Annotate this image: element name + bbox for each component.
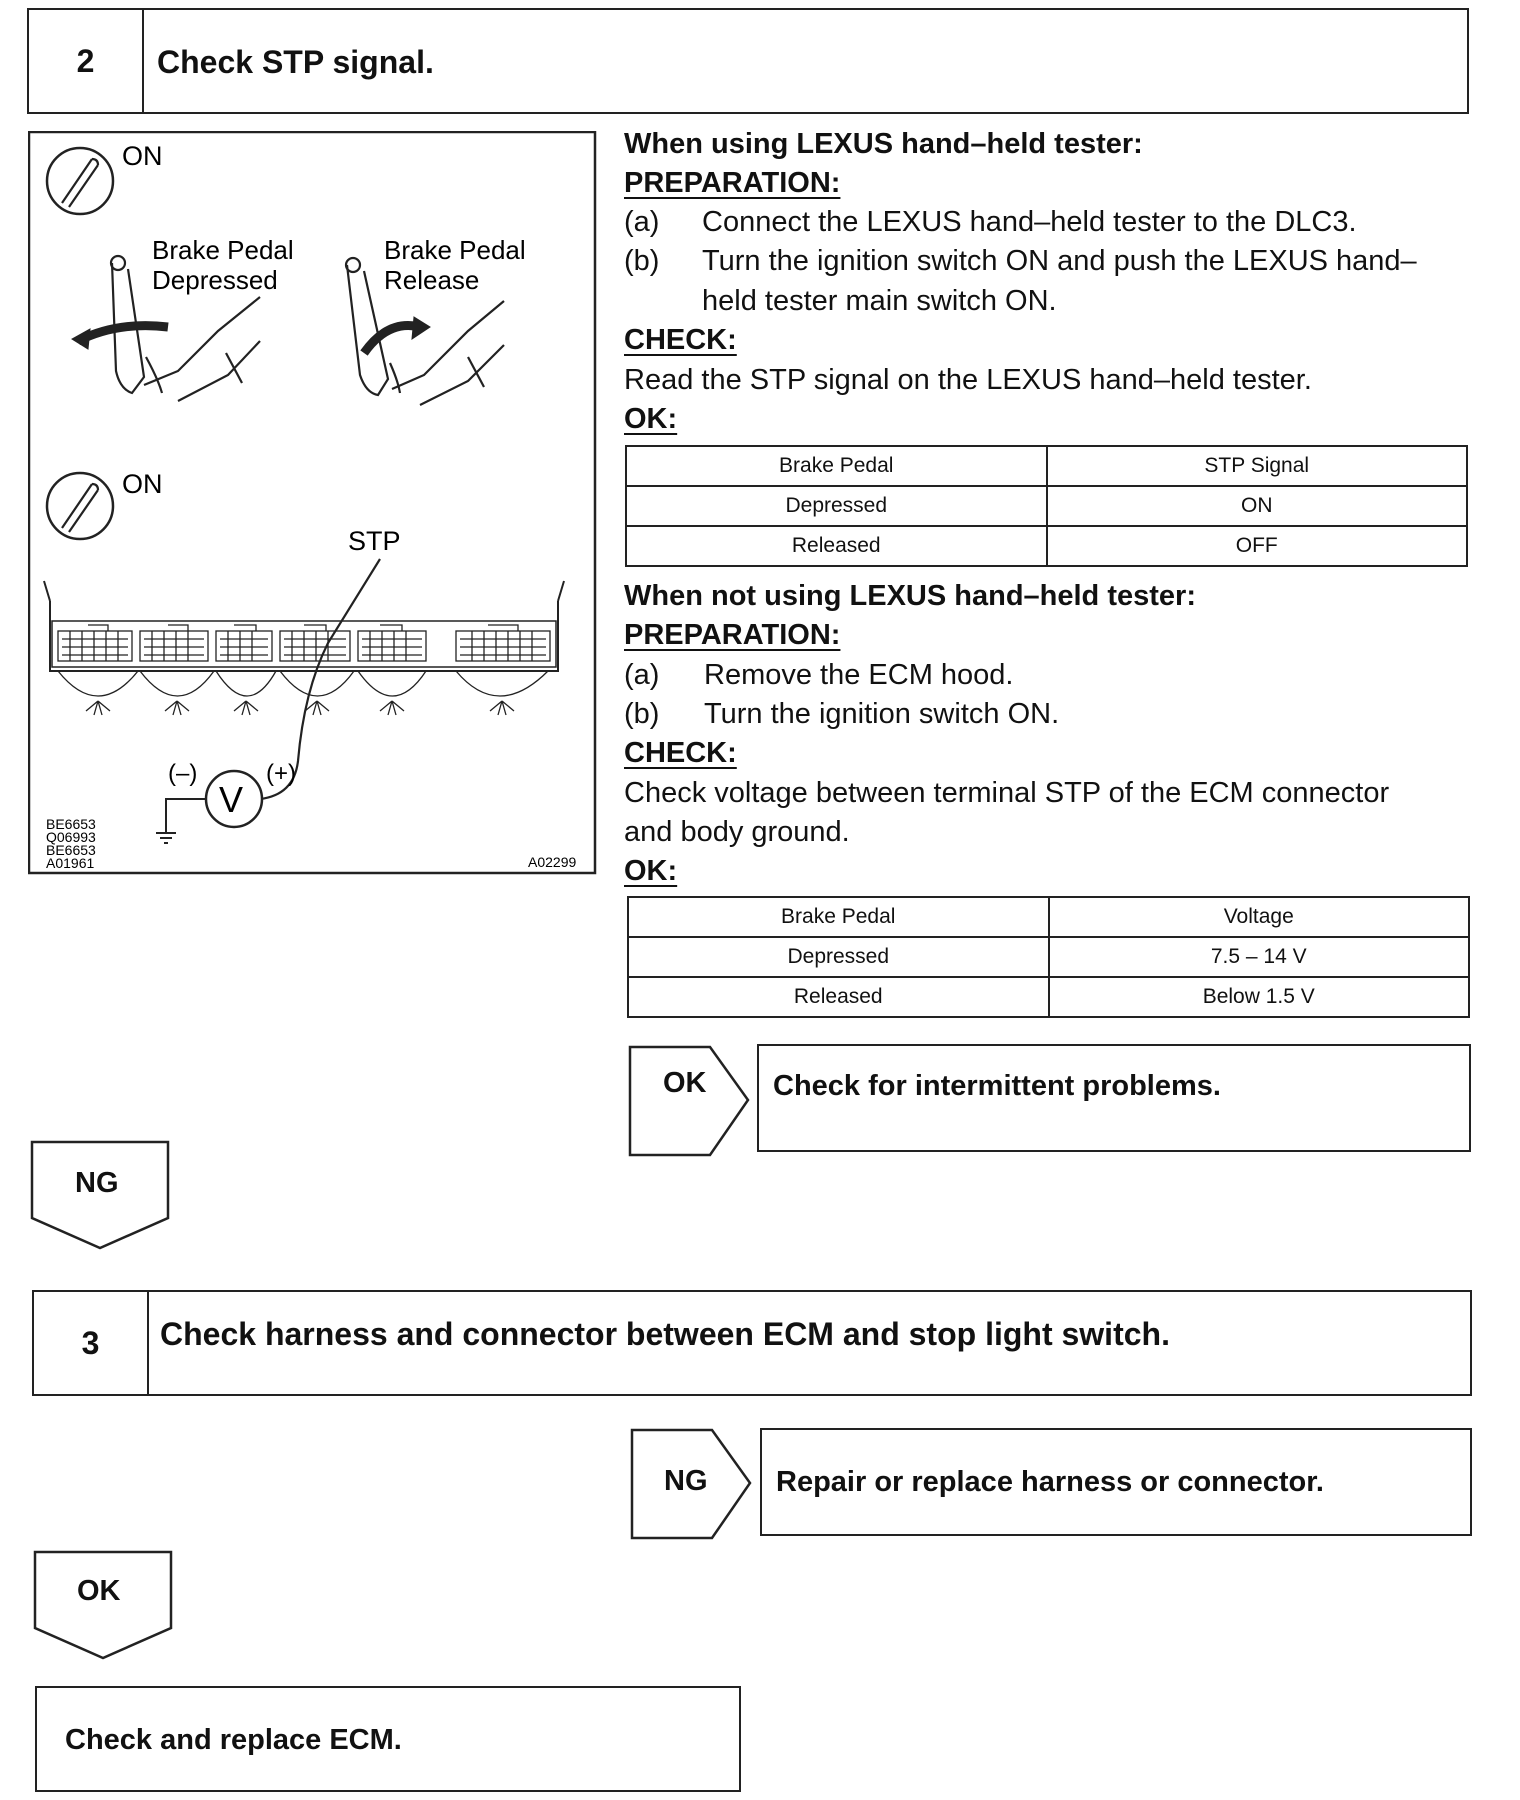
tester-b-label: (b) xyxy=(624,245,660,277)
no-tester-b-label: (b) xyxy=(624,698,660,730)
stp-signal-table xyxy=(625,445,1468,567)
table-row xyxy=(626,526,1467,566)
tester-ok-label: OK: xyxy=(624,403,678,435)
table-header-cell: Brake Pedal xyxy=(626,446,1047,486)
tester-prep-label: PREPARATION: xyxy=(624,167,841,199)
table-header-row xyxy=(626,446,1467,486)
table-cell: Released xyxy=(626,526,1047,566)
voltmeter-icon xyxy=(206,771,262,827)
table-cell: Depressed xyxy=(626,486,1047,526)
illustration xyxy=(28,131,598,876)
pedal-depressed-label-1: Brake Pedal xyxy=(152,235,294,265)
step-title: Check STP signal. xyxy=(157,44,434,80)
tester-check-label: CHECK: xyxy=(624,324,737,356)
table-header-cell: Brake Pedal xyxy=(628,897,1049,937)
table-row xyxy=(626,486,1467,526)
ok-arrow-tag xyxy=(628,1045,752,1157)
no-tester-heading: When not using LEXUS hand–held tester: xyxy=(624,580,1196,612)
pedal-release-label-1: Brake Pedal xyxy=(384,235,526,265)
step-2-header xyxy=(27,8,1469,114)
step-title: Check harness and connector between ECM and stop light switch. xyxy=(160,1316,1170,1352)
result-box xyxy=(760,1428,1472,1536)
code-3: BE6653 xyxy=(46,842,96,858)
step-3-header xyxy=(32,1290,1472,1396)
tester-b-text-2: held tester main switch ON. xyxy=(702,285,1057,317)
table-cell: Below 1.5 V xyxy=(1049,977,1470,1017)
on-label-bottom: ON xyxy=(122,469,163,499)
table-cell: OFF xyxy=(1047,526,1468,566)
ok-label: OK xyxy=(77,1575,121,1607)
tester-a-text: Connect the LEXUS hand–held tester to the DLC3. xyxy=(702,206,1357,238)
no-tester-ok-label: OK: xyxy=(624,855,678,887)
no-tester-check-text-2: and body ground. xyxy=(624,816,850,848)
tester-b-text-1: Turn the ignition switch ON and push the LEXUS hand– xyxy=(702,245,1417,277)
pedal-release-label-2: Release xyxy=(384,265,480,295)
step-number: 2 xyxy=(29,10,144,112)
ng-label: NG xyxy=(664,1465,708,1497)
no-tester-b-text: Turn the ignition switch ON. xyxy=(704,698,1060,730)
meter-symbol: V xyxy=(219,779,244,820)
table-row xyxy=(628,937,1469,977)
table-cell: ON xyxy=(1047,486,1468,526)
code-2: Q06993 xyxy=(46,829,96,845)
table-cell: Released xyxy=(628,977,1049,1017)
stp-label: STP xyxy=(348,526,401,556)
result-text: Check for intermittent problems. xyxy=(773,1070,1221,1102)
minus-label: (–) xyxy=(168,760,198,787)
figure-id: A02299 xyxy=(528,854,577,870)
no-tester-check-text-1: Check voltage between terminal STP of the ECM connector xyxy=(624,777,1390,809)
no-tester-a-label: (a) xyxy=(624,659,660,691)
no-tester-prep-label: PREPARATION: xyxy=(624,619,841,651)
step-number: 3 xyxy=(34,1292,149,1394)
code-1: BE6653 xyxy=(46,816,96,832)
table-cell: Depressed xyxy=(628,937,1049,977)
table-row xyxy=(628,977,1469,1017)
on-label-top: ON xyxy=(122,141,163,171)
plus-label: (+) xyxy=(266,760,296,787)
final-action-text: Check and replace ECM. xyxy=(65,1724,402,1756)
table-cell: 7.5 – 14 V xyxy=(1049,937,1470,977)
final-action-box xyxy=(35,1686,741,1792)
ok-label: OK xyxy=(663,1067,707,1099)
table-header-cell: Voltage xyxy=(1049,897,1470,937)
result-box xyxy=(757,1044,1471,1152)
tester-check-text: Read the STP signal on the LEXUS hand–held tester. xyxy=(624,364,1312,396)
table-header-row xyxy=(628,897,1469,937)
result-text: Repair or replace harness or connector. xyxy=(776,1466,1324,1498)
ng-label: NG xyxy=(75,1167,119,1199)
no-tester-check-label: CHECK: xyxy=(624,737,737,769)
tester-a-label: (a) xyxy=(624,206,660,238)
pedal-depressed-label-2: Depressed xyxy=(152,265,278,295)
voltage-table xyxy=(627,896,1470,1018)
tester-heading: When using LEXUS hand–held tester: xyxy=(624,128,1143,160)
no-tester-a-text: Remove the ECM hood. xyxy=(704,659,1014,691)
code-4: A01961 xyxy=(46,855,95,871)
table-header-cell: STP Signal xyxy=(1047,446,1468,486)
